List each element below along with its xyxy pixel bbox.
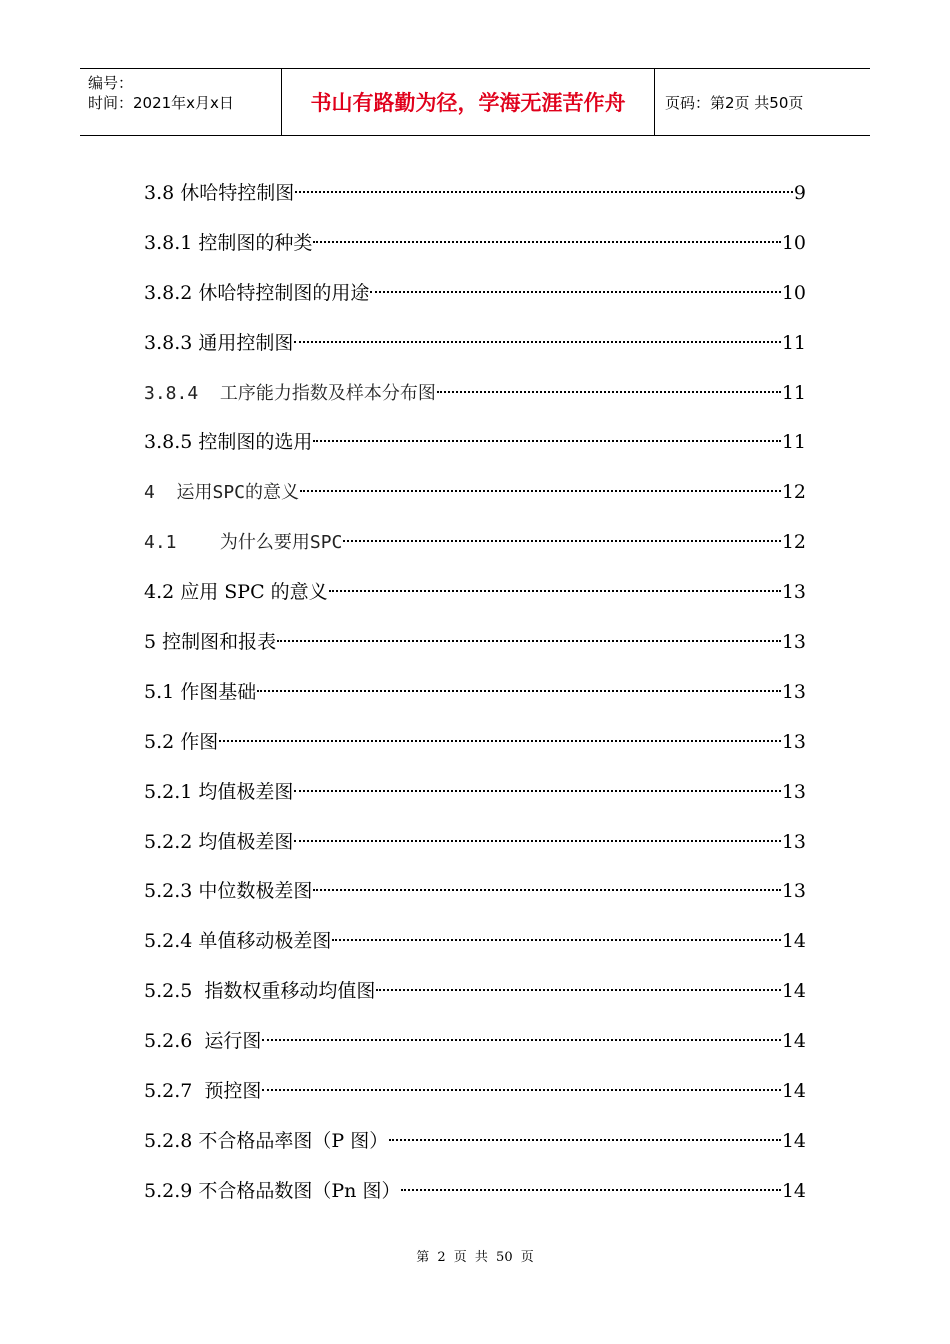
toc-entry-title: 5.2.7 预控图 — [144, 1080, 262, 1103]
toc-entry-page: 13 — [781, 730, 806, 753]
toc-entry[interactable] — [144, 625, 806, 675]
toc-entry-title: 3.8.4 工序能力指数及样本分布图 — [144, 382, 436, 404]
toc-dot-leader — [437, 391, 781, 393]
toc-entry[interactable] — [144, 525, 806, 575]
header-meta — [80, 69, 282, 135]
header-number-label: 编号： — [88, 74, 134, 92]
toc-entry-title: 4 运用SPC的意义 — [144, 482, 300, 504]
toc-dot-leader — [300, 490, 781, 492]
toc-entry-page: 11 — [781, 381, 806, 404]
toc-entry-page: 14 — [781, 980, 806, 1003]
toc-entry[interactable] — [144, 326, 806, 376]
toc-entry-title: 5.2.8 不合格品率图（P 图） — [144, 1129, 389, 1152]
toc-entry[interactable] — [144, 475, 806, 525]
toc-entry[interactable] — [144, 825, 806, 875]
toc-entry-title: 3.8.5 控制图的选用 — [144, 431, 313, 454]
toc-dot-leader — [313, 241, 780, 243]
toc-entry-title: 3.8.3 通用控制图 — [144, 331, 294, 354]
toc-entry-title: 5.2.4 单值移动极差图 — [144, 930, 332, 953]
header-time-label: 时间：2021年x月x日 — [88, 94, 234, 112]
toc-entry-page: 9 — [793, 182, 806, 204]
toc-dot-leader — [389, 1139, 781, 1141]
toc-entry-page: 14 — [781, 1179, 806, 1202]
toc-dot-leader — [219, 740, 781, 742]
toc-dot-leader — [294, 840, 780, 842]
toc-dot-leader — [294, 341, 780, 343]
toc-entry-title: 5 控制图和报表 — [144, 631, 277, 654]
toc-entry[interactable] — [144, 725, 806, 775]
toc-entry-page: 13 — [781, 631, 806, 654]
toc-entry[interactable] — [144, 675, 806, 725]
toc-dot-leader — [262, 1039, 780, 1041]
toc-entry-title: 5.2.9 不合格品数图（Pn 图） — [144, 1179, 401, 1202]
toc-entry[interactable] — [144, 575, 806, 625]
toc-entry-page: 10 — [781, 231, 806, 254]
toc-entry[interactable] — [144, 1024, 806, 1074]
toc-entry[interactable] — [144, 1124, 806, 1174]
toc-dot-leader — [257, 690, 781, 692]
toc-dot-leader — [343, 540, 780, 542]
toc-entry-title: 4.2 应用 SPC 的意义 — [144, 581, 328, 604]
toc-entry[interactable] — [144, 226, 806, 276]
header-page-info: 页码：第2页 共50页 — [665, 93, 804, 112]
toc-entry-title: 4.1 为什么要用SPC — [144, 532, 343, 554]
toc-dot-leader — [294, 790, 780, 792]
toc-dot-leader — [401, 1189, 780, 1191]
toc-entry[interactable] — [144, 775, 806, 825]
toc-entry[interactable] — [144, 1074, 806, 1124]
toc-entry[interactable] — [144, 924, 806, 974]
toc-entry[interactable] — [144, 425, 806, 475]
toc-dot-leader — [313, 440, 780, 442]
toc-entry-page: 14 — [781, 1129, 806, 1152]
toc-dot-leader — [313, 889, 780, 891]
toc-entry-title: 5.2 作图 — [144, 730, 219, 753]
toc-entry-title: 5.2.1 均值极差图 — [144, 780, 294, 803]
toc-entry-title: 3.8 休哈特控制图 — [144, 182, 295, 204]
toc-dot-leader — [277, 640, 781, 642]
page-header — [80, 68, 870, 136]
toc-entry-page: 14 — [781, 930, 806, 953]
toc-dot-leader — [370, 291, 780, 293]
toc-entry-title: 3.8.2 休哈特控制图的用途 — [144, 281, 370, 304]
toc-entry[interactable] — [144, 974, 806, 1024]
toc-entry-page: 13 — [781, 880, 806, 903]
toc-entry-page: 13 — [781, 680, 806, 703]
toc-entry-page: 11 — [781, 331, 806, 354]
toc-dot-leader — [262, 1089, 780, 1091]
toc-dot-leader — [376, 989, 780, 991]
toc-dot-leader — [332, 939, 780, 941]
toc-entry-title: 5.2.2 均值极差图 — [144, 830, 294, 853]
toc-entry-title: 5.2.5 指数权重移动均值图 — [144, 980, 376, 1003]
toc-entry-page: 13 — [781, 780, 806, 803]
toc-entry-page: 10 — [781, 281, 806, 304]
toc-dot-leader — [295, 191, 793, 193]
toc-entry-page: 14 — [781, 1080, 806, 1103]
toc-dot-leader — [329, 590, 781, 592]
toc-entry[interactable] — [144, 1174, 806, 1224]
toc-entry-page: 12 — [781, 481, 806, 504]
toc-entry[interactable] — [144, 276, 806, 326]
toc-entry-title: 3.8.1 控制图的种类 — [144, 231, 313, 254]
table-of-contents — [144, 176, 806, 1224]
toc-entry-page: 13 — [781, 830, 806, 853]
header-motto: 书山有路勤为径，学海无涯苦作舟 — [282, 69, 655, 135]
toc-entry-title: 5.2.3 中位数极差图 — [144, 880, 313, 903]
toc-entry[interactable] — [144, 376, 806, 426]
page-footer: 第 2 页 共 50 页 — [416, 1250, 534, 1265]
toc-entry-page: 12 — [781, 531, 806, 554]
toc-entry-page: 14 — [781, 1030, 806, 1053]
toc-entry-page: 11 — [781, 431, 806, 454]
toc-entry[interactable] — [144, 176, 806, 226]
toc-entry[interactable] — [144, 874, 806, 924]
toc-entry-page: 13 — [781, 581, 806, 604]
toc-entry-title: 5.2.6 运行图 — [144, 1030, 262, 1053]
toc-entry-title: 5.1 作图基础 — [144, 680, 257, 703]
